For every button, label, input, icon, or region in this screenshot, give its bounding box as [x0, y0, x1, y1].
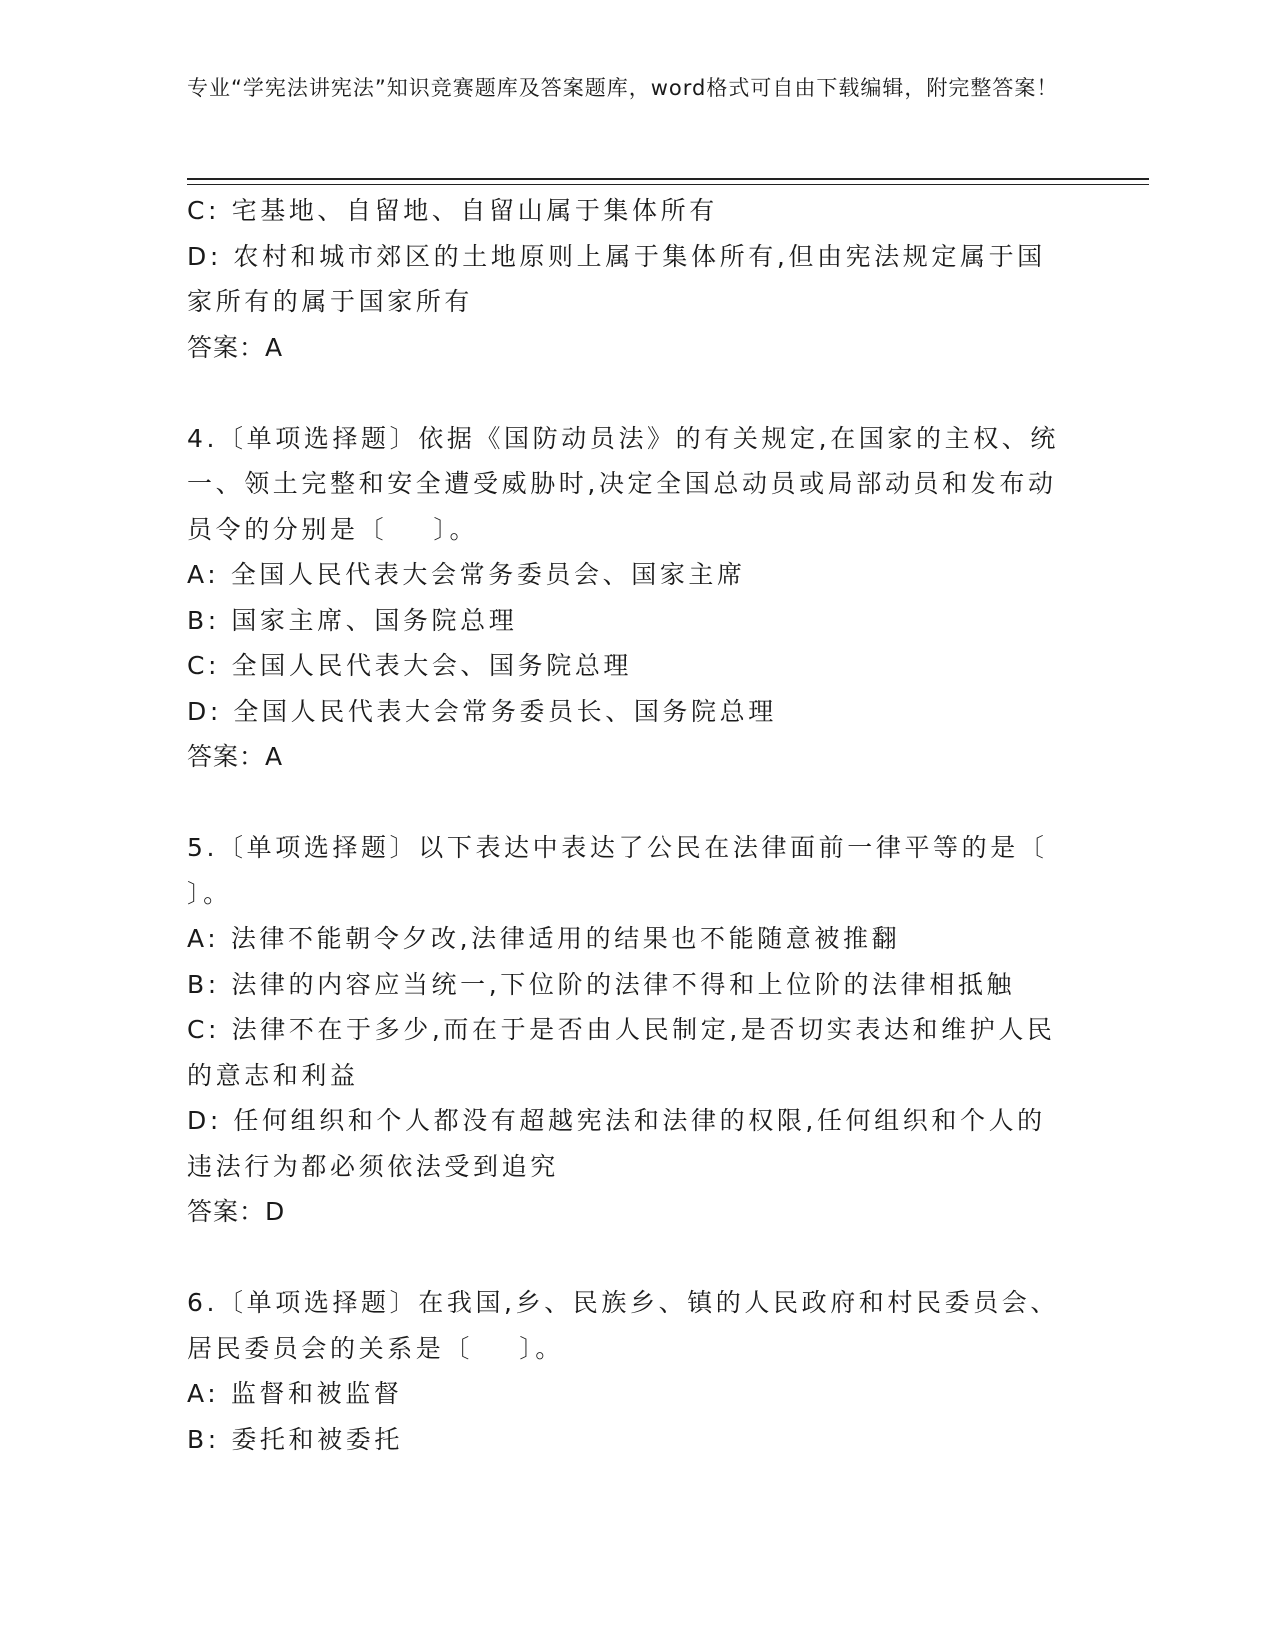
q3-answer	[187, 325, 1087, 371]
q5-option-c-line2: 的意志和利益	[187, 1060, 359, 1090]
q5-option-b: B: 法律的内容应当统一,下位阶的法律不得和上位阶的法律相抵触	[187, 969, 1016, 999]
header-rule-thin	[187, 184, 1149, 185]
q3-option-d-line2: 家所有的属于国家所有	[187, 287, 474, 316]
q3-option-c: C: 宅基地、自留地、自留山属于集体所有	[187, 196, 718, 225]
question-body	[187, 188, 1087, 1462]
q6-option-b: B: 委托和被委托	[187, 1424, 403, 1454]
q4-answer	[187, 734, 1087, 780]
q3-answer-label: 答案：	[187, 332, 266, 362]
q4-answer-label: 答案：	[187, 742, 266, 771]
q5-stem-line2: 〕。	[187, 878, 232, 908]
q6-option-a: A: 监督和被监督	[187, 1379, 403, 1408]
q5-stem-line1: 5.〔单项选择题〕以下表达中表达了公民在法律面前一律平等的是〔	[187, 833, 1048, 862]
q4-stem-line1: 4.〔单项选择题〕依据《国防动员法》的有关规定,在国家的主权、统	[187, 423, 1060, 453]
q5-option-a: A: 法律不能朝令夕改,法律适用的结果也不能随意被推翻	[187, 924, 901, 953]
header-rule-thick	[187, 178, 1149, 180]
q6-stem-line2: 居民委员会的关系是〔 〕。	[187, 1333, 564, 1363]
page-header: 专业“学宪法讲宪法”知识竞赛题库及答案题库，word格式可自由下载编辑，附完整答案！	[187, 76, 1059, 100]
q3-option-d-line1: D: 农村和城市郊区的土地原则上属于集体所有,但由宪法规定属于国	[187, 241, 1046, 271]
q5-answer-value: D	[265, 1197, 288, 1226]
q4-option-b: B: 国家主席、国务院总理	[187, 605, 518, 635]
q5-option-d-line2: 违法行为都必须依法受到追究	[187, 1151, 559, 1181]
q4-option-c: C: 全国人民代表大会、国务院总理	[187, 651, 633, 680]
q5-option-d-line1: D: 任何组织和个人都没有超越宪法和法律的权限,任何组织和个人的	[187, 1106, 1046, 1135]
q5-answer	[187, 1189, 1087, 1235]
q4-answer-value: A	[265, 742, 286, 771]
q4-stem-line3: 员令的分别是〔 〕。	[187, 514, 479, 544]
q4-option-a: A: 全国人民代表大会常务委员会、国家主席	[187, 560, 746, 589]
q4-option-d: D: 全国人民代表大会常务委员长、国务院总理	[187, 696, 777, 726]
q5-answer-label: 答案：	[187, 1197, 266, 1226]
q3-answer-value: A	[265, 332, 286, 362]
q5-option-c-line1: C: 法律不在于多少,而在于是否由人民制定,是否切实表达和维护人民	[187, 1015, 1056, 1044]
q4-stem-line2: 一、领土完整和安全遭受威胁时,决定全国总动员或局部动员和发布动	[187, 469, 1057, 498]
q6-stem-line1: 6.〔单项选择题〕在我国,乡、民族乡、镇的人民政府和村民委员会、	[187, 1288, 1060, 1317]
